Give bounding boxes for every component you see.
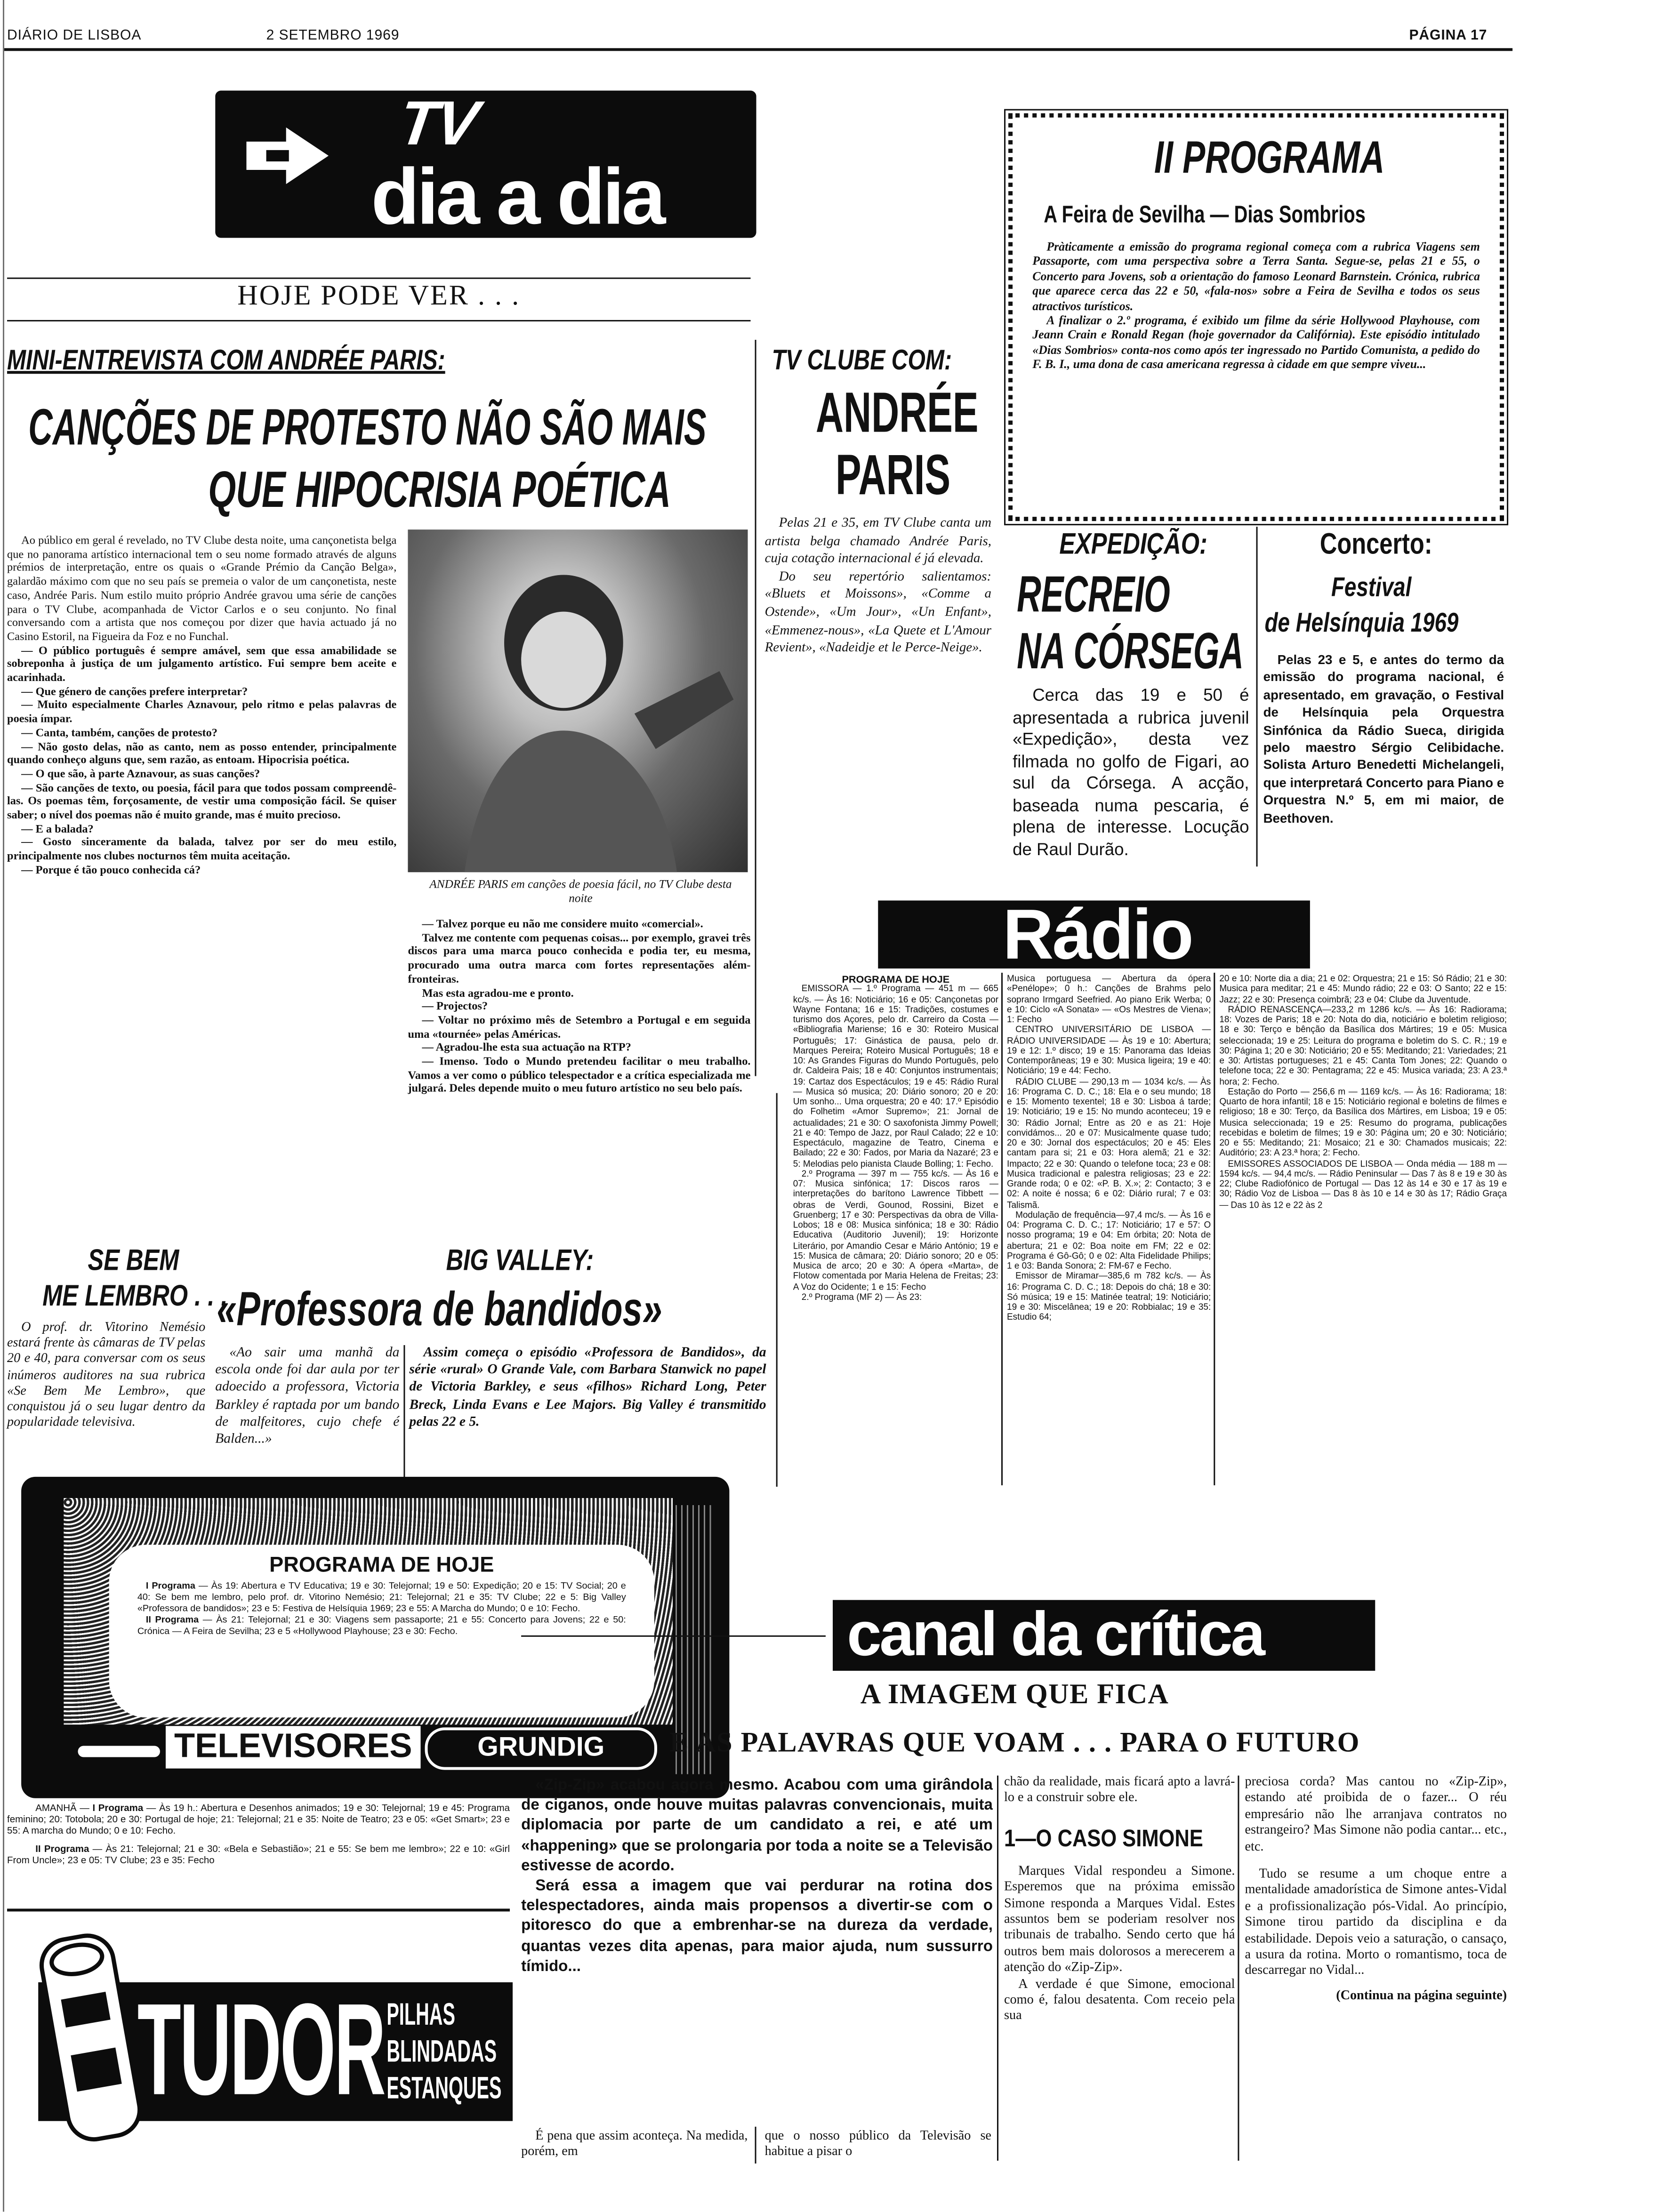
- amanha-label: AMANHÃ —: [35, 1803, 93, 1814]
- program-label: II Programa: [35, 1845, 89, 1856]
- page-edge: [3, 0, 4, 2212]
- canal-title-2: E AS PALAVRAS QUE VOAM . . . PARA O FUTURO: [669, 1727, 1360, 1759]
- concerto-title-1: Festival: [1331, 573, 1412, 603]
- radio-column-1: [793, 974, 998, 1303]
- ii-programa-box: [1008, 113, 1504, 521]
- tv-ad-heading: PROGRAMA DE HOJE: [269, 1553, 494, 1578]
- column-divider: [1001, 973, 1003, 1485]
- big-valley-col2: Assim começa o episódio «Professora de Bandidos», da série «rural» O Grande Vale, com Barbara Stanwick no papel de Victoria Barkley, e seus «filhos» Richard Long, Peter Breck, Linda Evans e Lee Majors. Big Valley é transmitido pelas 22 e 5.: [409, 1345, 766, 1430]
- program-label: I Programa: [145, 1581, 195, 1592]
- tv-clube-title-2: PARIS: [836, 444, 951, 507]
- paragraph: Talvez me contente com pequenas coisas... por exemplo, gravei três discos para uma marca pouco conhecida e podia ter, eu mesma, procurado uma outra marca com fortes representações além-fronteiras.: [408, 931, 751, 986]
- program-listing: — Às 19: Abertura e TV Educativa; 19 e 30: Telejornal; 19 e 50: Expedição; 20 e 15: TV Social; 20 e 40: Se bem me lembro, pelo prof. dr. Vitorino Nemésio; 21: Telejornal; 21 e 35: TV Clube; 22 e 5: Big Valley «Professora de bandidos»; 23 e 5: Festiva de Helsíquia 1969; 23 e 55: A Marcha do Mundo; 0 e 10: Fecho.: [137, 1581, 626, 1614]
- divider: [7, 320, 750, 321]
- tv-clube-title-1: ANDRÉE: [815, 382, 979, 445]
- interview-column-2: [408, 918, 750, 1096]
- paragraph: Mas esta agradou-me e pronto.: [422, 986, 574, 999]
- divider: [521, 1635, 826, 1637]
- column-divider: [403, 1345, 405, 1487]
- canal-da-critica-label: canal da crítica: [847, 1600, 1263, 1670]
- paragraph: Pràticamente a emissão do programa regional começa com a rubrica Viagens sem Passaporte, com uma perspectiva sobre a Terra Santa. Segue-se, pelas 21 e 55, o Concerto para Jovens, sob a orientação do famoso Leonard Barnstein. Crónica, rubrica que aparece cerca das 22 e 50, «fala-nos» sobre a Feira de Sevilha e todos os seus atractivos turísticos.: [1032, 239, 1480, 313]
- expedicao-body: Cerca das 19 e 50 é apresentada a rubrica juvenil «Expedição», desta vez filmada no golfo de Figari, ao sul da Córsega. A acção, baseada numa pescaria, é plena de interesse. Locução de Raul Durão.: [1013, 685, 1249, 859]
- paragraph: Tudo se resume a um choque entre a mentalidade amadorística de Simone antes-Vidal e a profissionalização pós-Vidal. Ao princípio, Simone tirou partido da disciplina e da estabilidade. Depois veio a saturação, o cansaço, a usura da rotina. Morto o romantismo, toca de descarregar no Vidal...: [1245, 1867, 1507, 1979]
- tv-dia-a-dia-banner: [215, 89, 756, 241]
- amanha-listing: [7, 1804, 510, 1867]
- hoje-pode-ver-heading: HOJE PODE VER . . .: [237, 280, 521, 312]
- paragraph: chão da realidade, mais ficará apto a lavrá-lo e a construir sobre ele.: [1004, 1775, 1235, 1806]
- canal-column-1: [521, 1776, 993, 1977]
- radio-column-3: [1219, 974, 1507, 1210]
- expedicao-title-2: NA CÓRSEGA: [1017, 621, 1244, 680]
- tagline-line: BLINDADAS: [386, 2033, 497, 2069]
- big-valley-kicker: BIG VALLEY:: [446, 1244, 594, 1277]
- paragraph: Ao público em geral é revelado, no TV Clube desta noite, uma cançonetista belga que no panorama artístico internacional tem o seu nome formado através de alguns prémios de interpretação, entre os quais o «Grande Prémio da Canção Belga», galardão máximo com que no seu país se premeia o valor de um cançonetista, neste caso, Andrée Paris. Num estilo muito próprio Andrée gravou uma série de canções para o TV Clube, acompanhada de Victor Carlos e o seu conjunto. No final conversando com a artista que nos começou por dizer que havia actuado já no Casino Estoril, na Figueira da Foz e no Funchal.: [7, 534, 397, 643]
- expedicao-kicker: EXPEDIÇÃO:: [1059, 528, 1207, 561]
- radio-banner: [878, 895, 1310, 974]
- ii-programa-subtitle: A Feira de Sevilha — Dias Sombrios: [1044, 201, 1366, 228]
- paragraph: — São canções de texto, ou poesia, fácil para que todos possam compreendê-las. Os poemas têm, forçosamente, de vestir uma composição fácil. Se quiser saber; o nível dos poemas não é muito grande, mas é muito precioso.: [7, 781, 397, 822]
- canal-da-critica-banner: [833, 1600, 1375, 1671]
- radio-station-listing: Musica portuguesa — Abertura da ópera «Penélope»; 0 h.: Canções de Brahms pelo soprano Irmgard Seefried. Ao piano Erik Werba; 0 e 10: Ciclo «A Sonata» — «Os Mestres de Viena»; 1: Fecho: [1007, 974, 1211, 1026]
- paragraph: Marques Vidal respondeu a Simone. Esperemos que na próxima emissão Simone responda a Marques Vidal. Estes assuntos bem se poderiam resolver nos tribunais de trabalho. Sendo certo que há outros bem mais dolorosos a merecerem a atenção do «Zip-Zip».: [1004, 1864, 1235, 1976]
- newspaper-name: DIÁRIO DE LISBOA: [7, 28, 142, 44]
- tv-clube-body: [765, 515, 991, 658]
- paragraph: — O público português é sempre amável, sem que essa amabilidade se sobreponha à justiça de um julgamento artístico. Fui sempre bem aceite e acarinhada.: [7, 643, 397, 684]
- se-bem-title-2: ME LEMBRO . . .: [42, 1280, 228, 1313]
- radio-station-listing: EMISSORA — 1.º Programa — 451 m — 665 kc/s. — Às 16: Noticiário; 16 e 05: Cançonetas por Wayne Fontana; 16 e 15: Tradições, costumes e turismo dos Açores, pelo dr. Carreiro da Costa — «Bibliografia Mariense; 16 e 30: Roteiro Musical Português; 17: Ginástica de pausa, pelo dr. Marques Pereira; Roteiro Musical Português; 18 e 10: As Grandes Figuras do Mundo Português, pelo dr. Caldeira Pais; 18 e 40: Conjuntos instrumentais; 19: Cartaz dos Espectáculos; 19 e 45: Rádio Rural — Musica só musica; 20: Diário sonoro; 20 e 20: Um sonho... Uma orquestra; 20 e 40: 17.º Episódio do Folhetim «Amor Supremo»; 21: Jornal de actualidades; 21 e 30: O saxofonista Jimmy Powell; 21 e 40: Tempo de Jazz, por Raul Calado; 22 e 10: Espectáculo, magazine de Teatro, Cinema e Bailado; 22 e 30: Fados, por Maria da Nazaré; 23 e 5: Melodias pelo pianista Claude Bolling; 1: Fecho.: [793, 984, 998, 1169]
- concerto-kicker: Concerto:: [1319, 528, 1432, 561]
- radio-station-listing: 2.º Programa (MF 2) — Às 23:: [801, 1292, 922, 1303]
- canal-column-3: [1245, 1776, 1507, 2005]
- divider: [7, 1908, 510, 1911]
- paragraph: — Porque é tão pouco conhecida cá?: [21, 863, 201, 876]
- program-listing: — Às 21: Telejornal; 21 e 30: Viagens sem passaporte; 21 e 55: Concerto para Jovens; 22 e 50: Crónica — A Feira de Sevilha; 23 e 5 «Hollywood Playhouse; 23 e 30: Fecho.: [137, 1615, 626, 1636]
- tv-ad-programs: [137, 1581, 626, 1637]
- paragraph: — Não gosto delas, não as canto, nem as posso entender, principalmente quando conheço alguns que, sem razão, as entoam. Hipocrisia poética.: [7, 740, 397, 767]
- tagline-line: ESTANQUES: [386, 2070, 502, 2106]
- column-divider: [776, 1093, 778, 1487]
- photo-caption: ANDRÉE PARIS em canções de poesia fácil, no TV Clube desta noite: [429, 878, 732, 905]
- page-number: PÁGINA 17: [1409, 28, 1488, 44]
- paragraph: Pelas 21 e 35, em TV Clube canta um artista belga chamado Andrée Paris, cuja cotação internacional é já elevada.: [764, 515, 991, 567]
- se-bem-title-1: SE BEM: [88, 1244, 179, 1277]
- radio-programa-heading: PROGRAMA DE HOJE: [842, 972, 950, 986]
- radio-station-listing: Emissor de Miramar—385,6 m 782 kc/s. — Às 16: Programa C. D. C.; 18: Depois do chá; 18 e 30: Só música; 19 e 15: Matinée teatral; 19: Noticiário; 19 e 30: Miscelânea; 19 e 20: Robbialac; 19 e 35: Estudio 64;: [1007, 1272, 1211, 1323]
- interview-kicker: MINI-ENTREVISTA COM ANDRÉE PARIS:: [7, 345, 445, 377]
- program-label: II Programa: [145, 1615, 199, 1625]
- tv-logo-icon: [241, 122, 340, 190]
- se-bem-body: O prof. dr. Vitorino Nemésio estará frente às câmaras de TV pelas 20 e 40, para conversar com os seus inúmeros auditores na sua rubrica «Se Bem Me Lembro», que conquistou já o seu lugar dentro da popularidade televisiva.: [7, 1321, 206, 1431]
- paragraph: «Zip-Zip» acabou agora mesmo. Acabou com uma girândola de ciganos, onde houve muitas palavras convencionais, muita diplomacia por parte de um candidato a rei, e até um «happening» que se prolongaria por toda a noite se a Televisão estivesse de acordo.: [521, 1777, 993, 1875]
- paragraph: Será essa a imagem que vai perdurar na rotina dos telespectadores, ainda mais propensos a divertir-se com o pitoresco do que a embrenhar-se na dureza da verdade, quantas vezes dita apenas, para maior ajuda, num sussurro tímido...: [521, 1877, 993, 1975]
- paragraph: preciosa corda? Mas cantou no «Zip-Zip», estando até proibida de o fazer... O réu empresário não lhe arranjava contratos no estrangeiro? Mas Simone não podia cantar... etc., etc.: [1245, 1775, 1507, 1855]
- canal-column-2: [1004, 1776, 1235, 2026]
- televisores-label: TELEVISORES: [166, 1726, 421, 1768]
- ii-programa-body: [1032, 239, 1480, 372]
- radio-station-listing: 2.º Programa — 397 m — 755 kc/s. — Às 16 e 07: Musica sinfónica; 17: Discos raros — interpretações do barítono Lawrence Tibbett — obras de Verdi, Gounod, Rossini, Bizet e Gruenberg; 17 e 30: Perspectivas da obra de Villa-Lobos; 18 e 08: Musica sinfónica; 18 e 30: Rádio Educativa (Auditorio Juvenil); 19: Horizonte Literário, por Amandio Cesar e Mário António; 19 e 15: Musica de câmara; 20: Diário sonoro; 20 e 05: Musica de arco; 20 e 30: A ópera «Marta», de Flotow comentada por Maria Helena de Freitas; 23: A Voz do Ocidente; 1 e 15: Fecho: [793, 1169, 998, 1292]
- radio-station-listing: Modulação de frequência—97,4 mc/s. — Às 16 e 04: Programa C. D. C.; 17: Noticiário; 17 e 57: O nosso programa; 19 e 04: Em órbita; 20: Nota de abertura; 21 e 02: Boa noite em FM; 22 e 02: Programa é Gô-Gô; 0 e 02: Alta Fidelidade Philips; 1 e 03: Banda Sonora; 2: FM-67 e Fecho.: [1007, 1210, 1211, 1272]
- paragraph: Do seu repertório salientamos: «Bluets et Moissons», «Comme a Ostende», «Um Jour», «Un Enfant», «Emmenez-nous», «La Quete et L'Amour Revient», «Nadeidje et le Perce-Neige».: [764, 569, 991, 656]
- concerto-title-2: de Helsínquia 1969: [1264, 609, 1459, 639]
- program-listing: — Às 21: Telejornal; 21 e 30: «Bela e Sebastião»; 21 e 55: Se bem me lembro»; 22 e 10: «Girl From Uncle»; 23 e 05: TV Clube; 23 e 35: Fecho: [7, 1845, 510, 1867]
- paragraph: — Talvez porque eu não me considere muito «comercial».: [422, 917, 703, 930]
- tv-label: TV: [394, 89, 482, 159]
- paragraph: — Muito especialmente Charles Aznavour, pelo ritmo e pelas palavras de poesia ímpar.: [7, 698, 397, 725]
- expedicao-title-1: RECREIO: [1017, 565, 1170, 623]
- big-valley-title: «Professora de bandidos»: [217, 1282, 662, 1337]
- paragraph: — Gosto sinceramente da balada, talvez por ser do meu estilo, principalmente nos clubes nocturnos têm muita aceitação.: [7, 836, 397, 863]
- interview-headline-line2: QUE HIPOCRISIA POÉTICA: [208, 460, 671, 519]
- paragraph: — E a balada?: [21, 822, 94, 835]
- grundig-logo: GRUNDIG: [425, 1727, 657, 1770]
- radio-station-listing: RÁDIO CLUBE — 290,13 m — 1034 kc/s. — Às 16: Programa C. D. C.; 18: Ela e o seu mundo; 18 e 15: Momento texentel; 18 e 30: Lisboa á tarde; 19: Noticiário; 19 e 15: No mundo aconteceu; 19 e 30: Rádio Jornal; Entre as 20 e as 21: Hoje convidámos... 20 e 07: Musicalmente quase tudo; 20 e 30: Jornal dos espectáculos; 20 e 45: Eles cantam para si; 21 e 03: Hora alemã; 21 e 32: Impacto; 22 e 30: Quando o telefone toca; 23 e 08: Musica tradicional e palestra religiosas; 23 e 22: Grande roda; 0 e 02: «P. B. X.»; 2: Contacto; 3 e 02: A noite é nossa; 6 e 02: Diário rural; 7 e 03: Talismã.: [1007, 1076, 1211, 1210]
- tudor-brand: TUDOR: [137, 1978, 385, 2123]
- issue-date: 2 SETEMBRO 1969: [266, 28, 400, 44]
- radio-station-listing: CENTRO UNIVERSITÁRIO DE LISBOA — RÁDIO UNIVERSIDADE — Às 19 e 10: Abertura; 19 e 12: 1.º disco; 19 e 15: Panorama das Ideias Contemporâneas; 19 e 30: Musica ligeira; 19 e 40: Noticiário; 19 e 44: Fecho.: [1007, 1025, 1211, 1077]
- interview-column-1: [7, 534, 396, 877]
- ii-programa-title: II PROGRAMA: [1154, 131, 1385, 183]
- big-valley-col1: «Ao sair uma manhã da escola onde foi dar aula por ter adoecido a professora, Victoria Barkley é raptada por um bando de malfeitores, cujo chefe é Balden...»: [215, 1345, 400, 1447]
- concerto-body: Pelas 23 e 5, e antes do termo da emissão do programa nacional, é apresentado, em gravação, o Festival de Helsínquia pela Orquestra Sinfónica da Rádio Sueca, dirigida pelo maestro Sérgio Celibidache. Solista Arturo Benedetti Michelangeli, que interpretará Concerto para Piano e Orquestra N.º 5, em mi maior, de Beethoven.: [1263, 652, 1504, 825]
- canal-column-1-foot-b: que o nosso público da Televisão se habitue a pisar o: [764, 2129, 991, 2159]
- column-divider: [755, 2127, 756, 2164]
- radio-banner-label: Rádio: [1003, 895, 1192, 974]
- canal-title-1: A IMAGEM QUE FICA: [860, 1679, 1169, 1711]
- program-label: I Programa: [92, 1803, 144, 1814]
- tv-clube-kicker: TV CLUBE COM:: [772, 345, 952, 377]
- paragraph: — Agradou-lhe esta sua actuação na RTP?: [422, 1041, 631, 1054]
- paragraph: — Imenso. Todo o Mundo pretendeu facilitar o meu trabalho. Vamos a ver como o público telespectador e a crítica especializada me julgará. Deles depende muito o meu futuro artístico no seu belo país.: [408, 1055, 751, 1095]
- continued-note: (Continua na página seguinte): [1336, 1989, 1507, 2004]
- column-divider: [1214, 973, 1215, 1485]
- program-listing: — Às 19 h.: Abertura e Desenhos animados; 19 e 30: Telejornal; 19 e 45: Programa feminino; 20: Totobola; 20 e 30: Portugal de hoje; 21: Telejornal; 21 e 35: Noite de Teatro; 23 e 05: «Get Smart»; 23 e 55: A marcha do Mundo; 0 e 10: Fecho.: [7, 1803, 510, 1836]
- column-divider: [1238, 1776, 1239, 2161]
- divider: [7, 278, 750, 279]
- radio-station-listing: RÁDIO RENASCENÇA—233,2 m 1286 kc/s. — Às 16: Radiorama; 18: Vozes de Paris; 18 e 20: Nota do dia, noticiário e boletim religioso; 18 e 30: Terço e bênção da Basílica dos Mártires; 19 e 05: Musica seleccionada; 19 e 25: Leitura do programa e boletim do S. C. R.; 19 e 30: Página 1; 20 e 30: Noticiário; 20 e 55: Meditando; 21: Variedades; 21 e 30: Artistas portugueses; 21 e 45: Canta Tom Jones; 22: Quando o telefone toca; 22 e 30: Pentagrama; 22 e 45: Musica variada; 23: A 23.ª hora; 2: Fecho.: [1219, 1005, 1507, 1087]
- radio-column-2: [1007, 974, 1211, 1323]
- paragraph: A verdade é que Simone, emocional como é, falou desatenta. Com receio pela sua: [1004, 1977, 1235, 2024]
- paragraph: — Que género de canções prefere interpretar?: [21, 685, 248, 698]
- tagline-line: PILHAS: [386, 1996, 455, 2032]
- column-divider: [1256, 527, 1258, 866]
- interview-headline-line1: CANÇÕES DE PROTESTO NÃO SÃO MAIS: [28, 398, 707, 456]
- column-divider: [997, 1776, 998, 2161]
- paragraph: — Voltar no próximo mês de Setembro a Portugal e em seguida uma «tournée» pelas Américas.: [408, 1013, 751, 1041]
- radio-station-listing: 20 e 10: Norte dia a dia; 21 e 02: Orquestra; 21 e 15: Só Rádio; 21 e 30: Musica para meditar; 21 e 45: Mundo rádio; 22 e 03: O Santo; 22 e 15: Jazz; 22 e 30: Presença coimbrã; 23 e 04: Clube da Juventude.: [1219, 974, 1507, 1005]
- paragraph: — Projectos?: [422, 1000, 488, 1013]
- paragraph: — Canta, também, canções de protesto?: [21, 726, 217, 739]
- decorative-bar: [78, 1746, 160, 1757]
- radio-station-listing: Estação do Porto — 256,6 m — 1169 kc/s. — Às 16: Radiorama; 18: Quarto de hora infantil; 18 e 15: Noticiário regional e boletins de filmes e religioso; 18 e 30: Terço, da Basílica dos Mártires, em Lisboa; 19 e 05: Musica seleccionada; 19 e 25: Resumo do programa, publicações recebidas e boletim de filmes; 19 e 30: Página um; 20 e 30: Noticiário; 20 e 55: Meditando; 21: Mosaico; 21 e 30: Chamados musicais; 22: Auditório; 23: A 23.ª hora; 2: Fecho.: [1219, 1087, 1507, 1159]
- canal-column-1-foot-a: É pena que assim aconteça. Na medida, porém, em: [521, 2129, 748, 2159]
- column-divider: [755, 340, 756, 1076]
- andree-paris-photo: [408, 529, 748, 872]
- paragraph: A finalizar o 2.º programa, é exibido um filme da série Hollywood Playhouse, com Jeann Crain e Ronald Regan (hoje governador da Califórnia). Este episódio intitulado «Dias Sombrios» conta-nos como após ter ingressado no Partido Comunista, a pedido do F. B. I., uma dona de casa americana regressa à cidade em que sempre viveu...: [1032, 313, 1480, 371]
- canal-subhead: 1—O CASO SIMONE: [1004, 1825, 1203, 1852]
- tudor-tagline: [386, 1996, 501, 2107]
- paragraph: — O que são, à parte Aznavour, as suas canções?: [21, 767, 260, 780]
- header-rule: [4, 48, 1512, 50]
- dia-a-dia-label: dia a dia: [371, 151, 663, 241]
- radio-station-listing: EMISSORES ASSOCIADOS DE LISBOA — Onda média — 188 m — 1594 kc/s. — 94,4 mc/s. — Rádio Peninsular — Das 7 às 8 e 19 e 30 às 22; Clube Radiofónico de Portugal — Das 12 às 14 e 30 e 17 às 19 e 30; Rádio Voz de Lisboa — Das 8 às 10 e 14 e 30 às 17; Rádio Graça — Das 10 às 12 e 22 às 2: [1219, 1159, 1507, 1210]
